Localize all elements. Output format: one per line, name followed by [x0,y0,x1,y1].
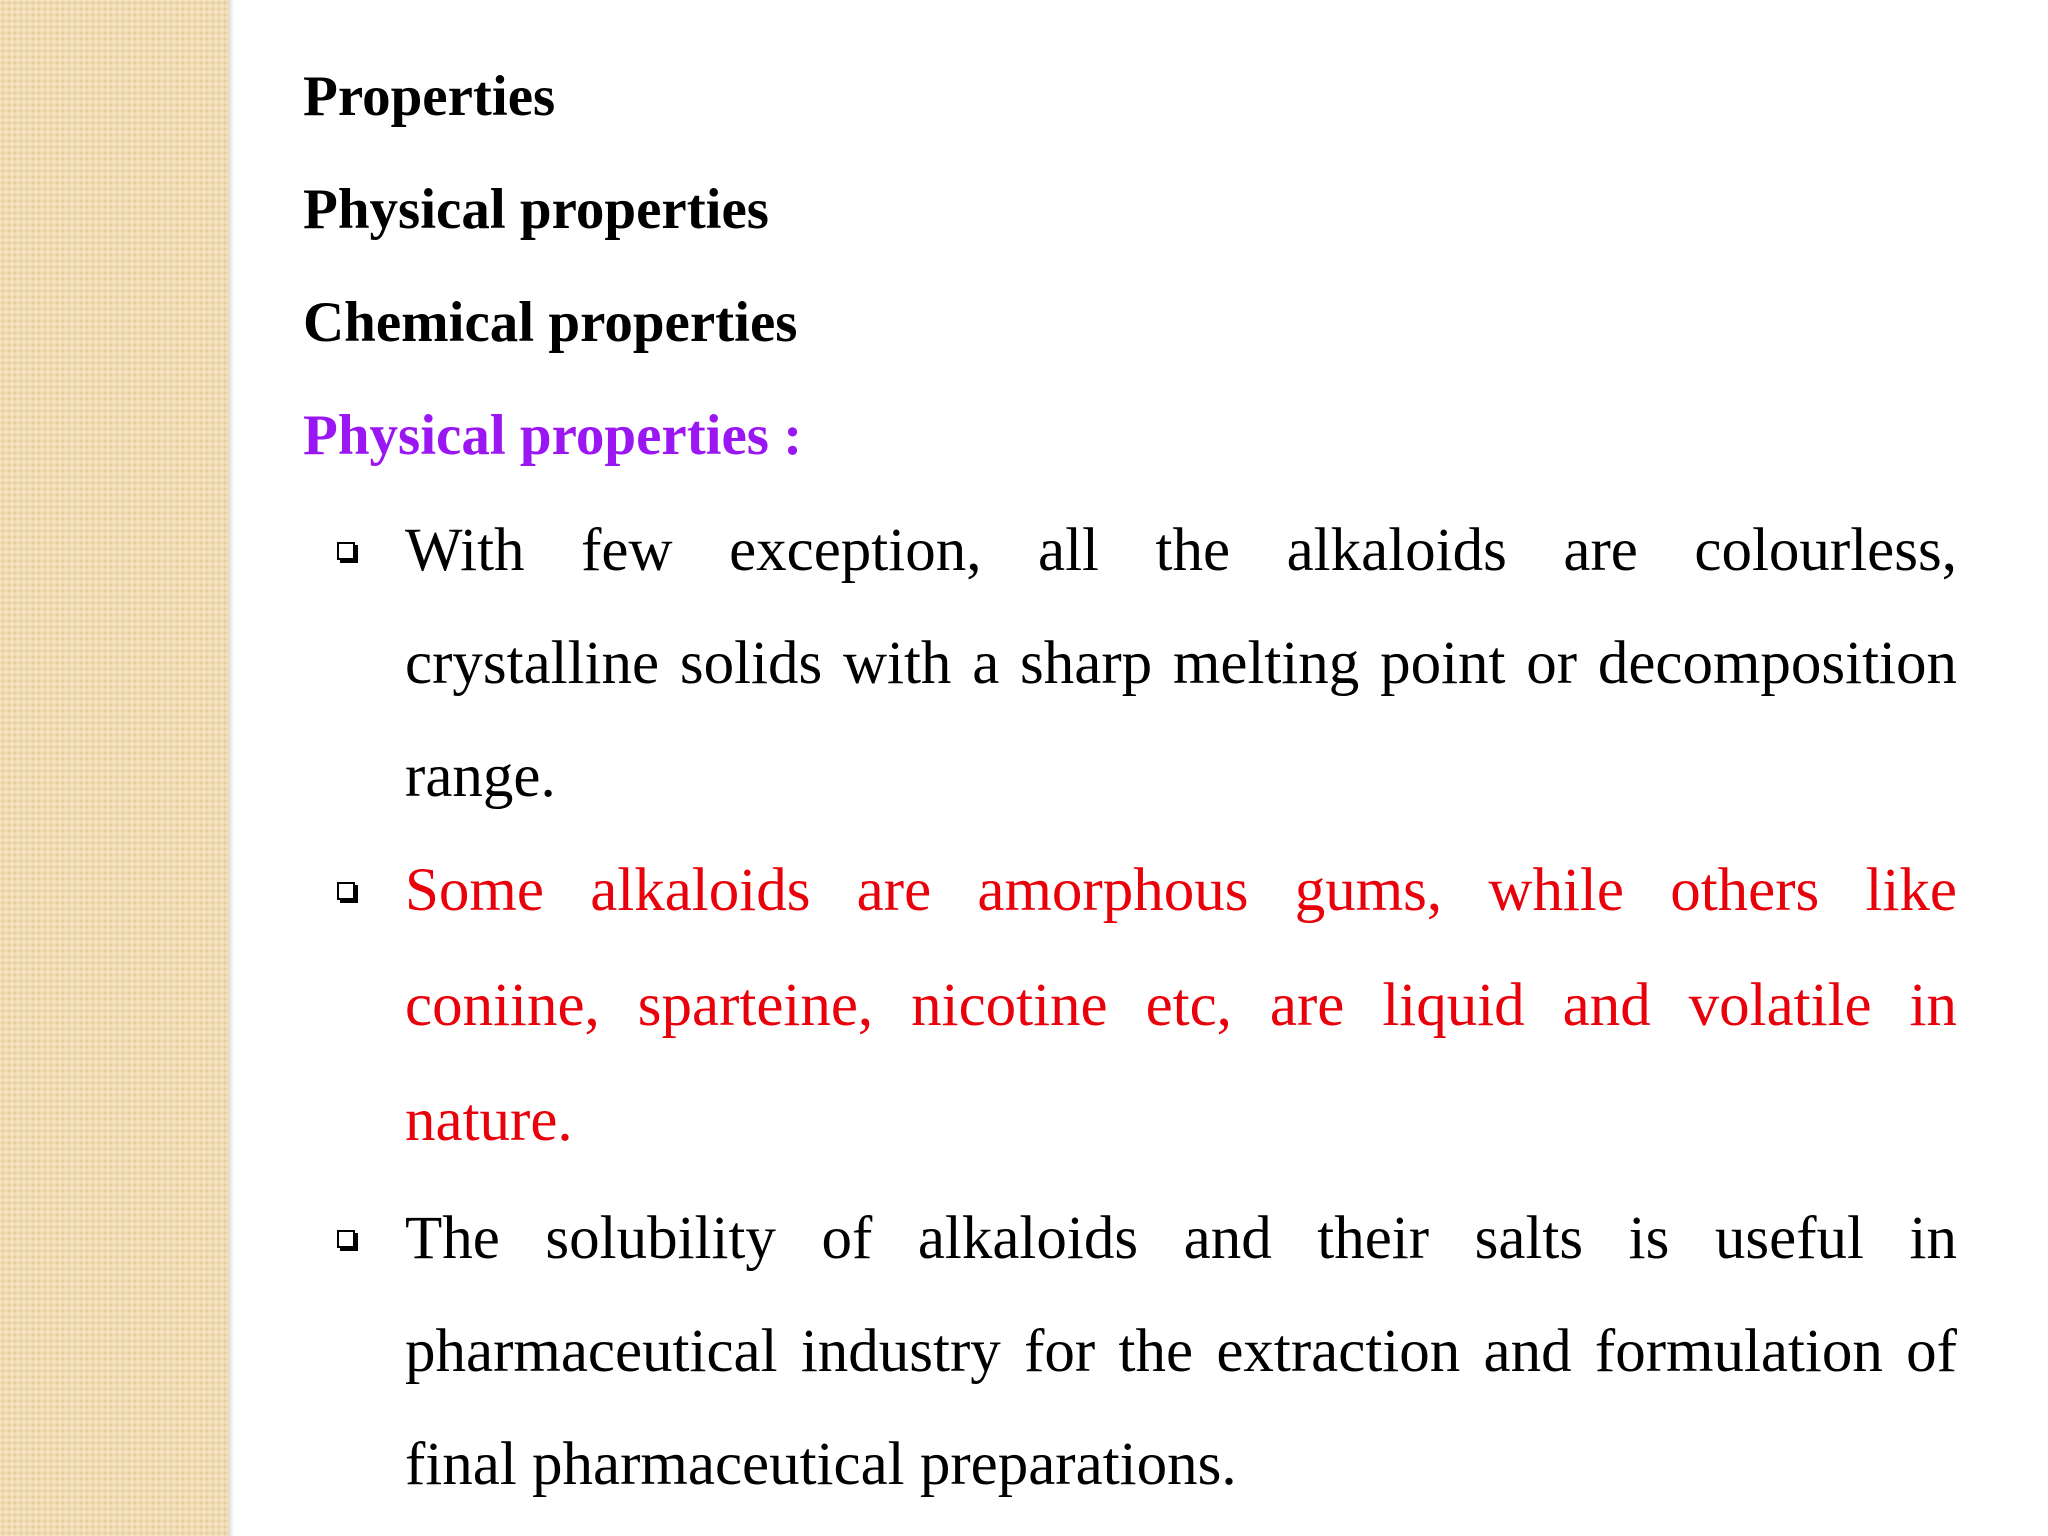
hollow-square-bullet-icon [337,1230,355,1248]
side-band-shadow [228,0,234,1536]
hollow-square-bullet-icon [337,882,355,900]
decorative-side-band [0,0,228,1536]
bullet-line: pharmaceutical industry for the extraction and formulation of [405,1318,1957,1385]
bullet-line: Some alkaloids are amorphous gums, while others like [405,857,1957,924]
heading-chemical-properties: Chemical properties [303,291,798,354]
bullet-line: coniine, sparteine, nicotine etc, are liquid and volatile in [405,972,1957,1039]
bullet-line: The solubility of alkaloids and their salts is useful in [405,1205,1957,1272]
hollow-square-bullet-icon [337,542,355,560]
bullet-line: nature. [405,1087,573,1154]
bullet-line: final pharmaceutical preparations. [405,1431,1237,1498]
bullet-line: crystalline solids with a sharp melting point or decomposition [405,630,1957,697]
heading-properties: Properties [303,65,556,128]
section-heading-physical-properties: Physical properties : [303,404,803,467]
heading-physical-properties: Physical properties [303,178,769,241]
bullet-line: With few exception, all the alkaloids are colourless, [405,517,1957,584]
bullet-line: range. [405,743,556,810]
